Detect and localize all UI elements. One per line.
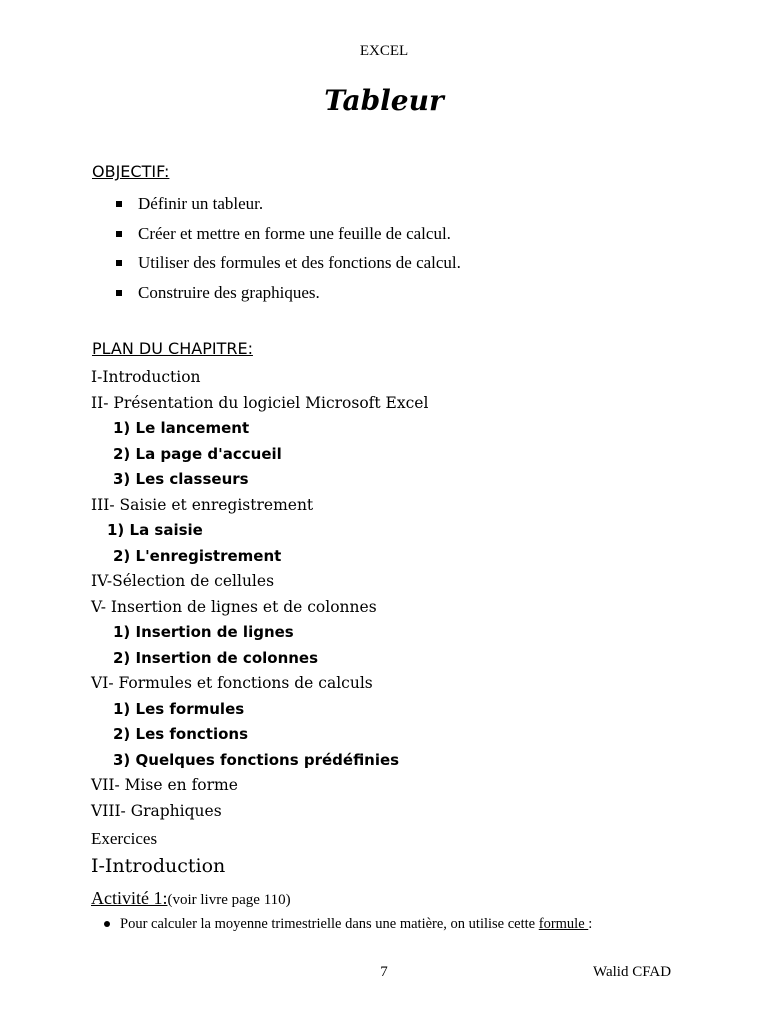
plan-heading: PLAN DU CHAPITRE: [92, 339, 253, 358]
page-number: 7 [380, 964, 388, 980]
square-bullet-icon [116, 231, 122, 237]
page-header: EXCEL [359, 43, 409, 59]
plan-item: VI- Formules et fonctions de calculs [91, 674, 373, 692]
plan-subitem: 2) Insertion de colonnes [113, 648, 319, 667]
round-bullet-icon [104, 921, 110, 927]
list-item: Utiliser des formules et des fonctions de calcul. [112, 252, 461, 282]
plan-subitem: 1) Insertion de lignes [113, 623, 294, 641]
plan-list [91, 366, 428, 825]
introduction-heading: I-Introduction [91, 855, 226, 877]
plan-subitem: 1) Les formules [113, 699, 245, 718]
square-bullet-icon [116, 290, 122, 296]
exercices-label: Exercices [91, 829, 158, 848]
list-item: Construire des graphiques. [112, 282, 461, 312]
footer-author: Walid CFAD [593, 964, 672, 980]
plan-item: III- Saisie et enregistrement [91, 495, 314, 514]
list-item: Créer et mettre en forme une feuille de calcul. [112, 223, 461, 253]
plan-subitem: 3) Les classeurs [113, 470, 249, 488]
body-bullet [104, 916, 592, 933]
square-bullet-icon [116, 260, 122, 266]
formule-word: formule [538, 916, 589, 932]
objectif-heading: OBJECTIF: [92, 162, 170, 181]
plan-subitem: 3) Quelques fonctions prédéfinies [113, 750, 400, 769]
square-bullet-icon [116, 201, 122, 207]
plan-subitem: 1) Le lancement [113, 419, 250, 437]
body-bullet-suffix: : [588, 916, 593, 932]
body-bullet-text: Pour calculer la moyenne trimestrielle dans une matière, on utilise cette [120, 916, 539, 932]
activite-label: Activité 1: [91, 888, 168, 908]
document-title: Tableur [324, 84, 444, 117]
plan-item: I-Introduction [91, 368, 201, 386]
plan-item: V- Insertion de lignes et de colonnes [91, 597, 377, 616]
plan-item: VIII- Graphiques [91, 801, 222, 820]
list-item: Définir un tableur. [112, 193, 461, 223]
plan-item: II- Présentation du logiciel Microsoft Excel [91, 393, 429, 412]
plan-item: IV-Sélection de cellules [91, 572, 275, 590]
plan-item: VII- Mise en forme [91, 776, 238, 794]
plan-subitem: 2) L'enregistrement [113, 546, 282, 565]
objectif-list [112, 193, 461, 311]
plan-subitem: 2) Les fonctions [113, 725, 249, 743]
activite-heading [91, 888, 291, 909]
plan-subitem: 2) La page d'accueil [113, 444, 282, 463]
plan-subitem: 1) La saisie [107, 521, 203, 539]
activite-note: (voir livre page 110) [167, 892, 291, 908]
